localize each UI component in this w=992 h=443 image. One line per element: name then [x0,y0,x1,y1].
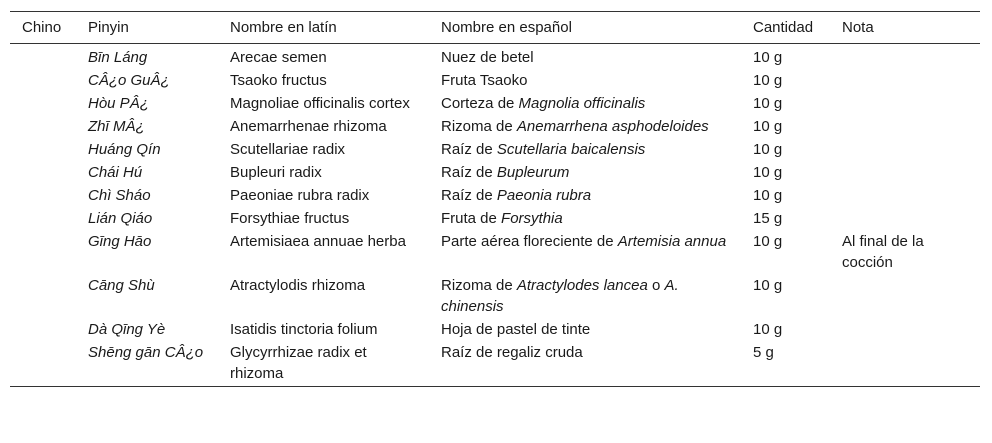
table-header-row [10,12,980,44]
cell-latin: Artemisiaea annuae herba [230,233,406,250]
cell-chino [10,116,76,139]
table-row [10,319,980,342]
cell-nota [830,93,980,116]
es-species: Bupleurum [496,164,570,181]
cell-latin: Forsythiae fructus [230,210,350,227]
cell-pinyin: Huáng Qín [88,141,161,158]
column-header-pinyin: Pinyin [88,19,129,36]
cell-espanol [429,116,741,139]
cell-nota [830,162,980,185]
cell-latin: Bupleuri radix [230,164,322,181]
table-row [10,93,980,116]
column-header-latin: Nombre en latín [230,19,337,36]
cell-nota [830,342,980,387]
es-text: Raíz de [441,164,497,181]
table-row [10,139,980,162]
cell-chino [10,275,76,319]
cell-pinyin: Shēng gān CÂ¿o [88,344,204,361]
cell-espanol [429,231,741,275]
column-header-nota: Nota [842,19,874,36]
cell-cantidad: 10 g [753,187,783,204]
table-row [10,70,980,93]
cell-pinyin: Chái Hú [88,164,143,181]
cell-cantidad: 15 g [753,210,783,227]
cell-latin: Atractylodis rhizoma [230,277,366,294]
cell-pinyin: Gīng Hāo [88,233,152,250]
cell-nota [830,275,980,319]
es-species: Magnolia officinalis [518,95,646,112]
cell-cantidad: 10 g [753,141,783,158]
cell-nota: Al final de la cocción [842,233,924,271]
herbal-formula-table-container [10,11,980,387]
table-body [10,44,980,387]
cell-espanol [429,44,741,71]
cell-espanol [429,139,741,162]
cell-nota [830,208,980,231]
table-row [10,342,980,387]
es-text: Rizoma de [441,277,517,294]
cell-chino [10,319,76,342]
es-species: Scutellaria baicalensis [496,141,646,158]
cell-pinyin: Zhī MÂ¿ [88,118,145,135]
cell-cantidad: 10 g [753,49,783,66]
table-row [10,185,980,208]
es-species: Atractylodes lancea [516,277,648,294]
cell-pinyin: Bīn Láng [88,49,148,66]
herbal-formula-table [10,11,980,387]
cell-cantidad: 10 g [753,321,783,338]
es-text: Fruta de [441,210,502,227]
cell-latin: Scutellariae radix [230,141,346,158]
column-header-chino: Chino [22,19,62,36]
cell-chino [10,208,76,231]
es-species: Artemisia annua [617,233,727,250]
es-text: Fruta Tsaoko [441,72,528,89]
table-row [10,44,980,71]
cell-chino [10,342,76,387]
cell-latin: Glycyrrhizae radix et rhizoma [230,344,367,382]
cell-espanol [429,93,741,116]
cell-espanol [429,342,741,387]
cell-espanol [429,162,741,185]
table-row [10,162,980,185]
cell-espanol [429,208,741,231]
cell-nota [830,44,980,71]
cell-cantidad: 10 g [753,118,783,135]
cell-cantidad: 10 g [753,72,783,89]
column-header-espanol: Nombre en español [441,19,572,36]
cell-pinyin: Lián Qiáo [88,210,153,227]
cell-cantidad: 10 g [753,233,783,250]
cell-chino [10,231,76,275]
es-text: Rizoma de [441,118,517,135]
es-species-alt: A. chinensis [441,277,679,315]
es-text: Hoja de pastel de tinte [441,321,591,338]
cell-pinyin: Cāng Shù [88,277,155,294]
es-text: Raíz de [441,187,497,204]
cell-espanol [429,185,741,208]
es-species: Forsythia [501,210,563,227]
cell-nota [830,319,980,342]
cell-pinyin: CÂ¿o GuÂ¿ [88,72,170,89]
cell-chino [10,185,76,208]
cell-chino [10,70,76,93]
cell-latin: Isatidis tinctoria folium [230,321,378,338]
cell-nota [830,116,980,139]
cell-pinyin: Dà Qīng Yè [88,321,166,338]
cell-chino [10,44,76,71]
table-row [10,208,980,231]
es-species: Paeonia rubra [496,187,592,204]
cell-cantidad: 10 g [753,95,783,112]
es-text: Nuez de betel [441,49,534,66]
cell-cantidad: 10 g [753,164,783,181]
cell-cantidad: 10 g [753,277,783,294]
cell-nota [830,70,980,93]
es-text: Raíz de regaliz cruda [441,344,583,361]
column-header-cantidad: Cantidad [753,19,814,36]
table-row [10,231,980,275]
cell-nota [830,185,980,208]
table-row [10,275,980,319]
cell-nota [830,139,980,162]
es-text: Parte aérea floreciente de [441,233,618,250]
es-text: Corteza de [441,95,519,112]
cell-latin: Paeoniae rubra radix [230,187,370,204]
cell-latin: Anemarrhenae rhizoma [230,118,387,135]
cell-espanol [429,275,741,319]
cell-pinyin: Chì Sháo [88,187,151,204]
cell-latin: Tsaoko fructus [230,72,327,89]
cell-cantidad: 5 g [753,344,774,361]
cell-chino [10,93,76,116]
cell-latin: Magnoliae officinalis cortex [230,95,410,112]
cell-espanol [429,70,741,93]
cell-pinyin: Hòu PÂ¿ [88,95,149,112]
cell-chino [10,139,76,162]
cell-latin: Arecae semen [230,49,327,66]
es-conjunction: o [647,277,665,294]
cell-chino [10,162,76,185]
cell-espanol [429,319,741,342]
es-species: Anemarrhena asphodeloides [516,118,709,135]
es-text: Raíz de [441,141,497,158]
table-row [10,116,980,139]
